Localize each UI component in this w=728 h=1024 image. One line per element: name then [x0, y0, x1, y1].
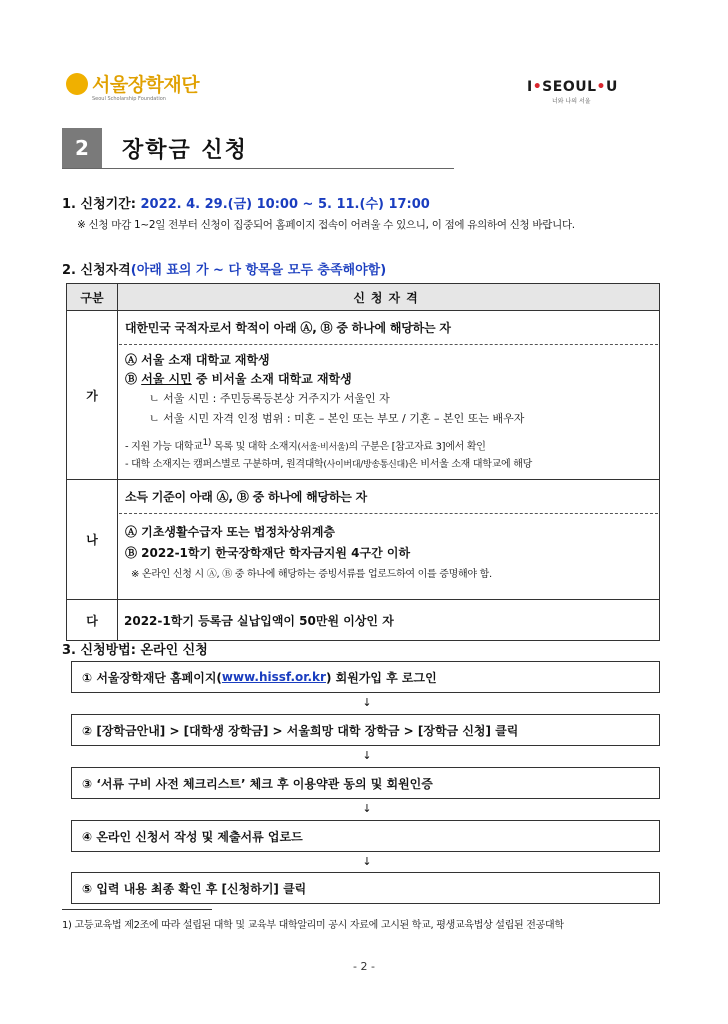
iseoulu-logo — [527, 79, 618, 95]
criteria-detail-na — [119, 514, 658, 598]
step-5-box — [71, 872, 660, 904]
page-number: - 2 - — [353, 960, 375, 973]
criterion-ga-b — [125, 370, 652, 389]
iseoulu-logo-dot: • — [532, 79, 543, 95]
criteria-detail-ga — [119, 345, 658, 478]
period-note: ※ 신청 마감 1~2일 전부터 신청이 집중되어 홈페이지 접속이 어려울 수 있으니, 이 점에 유의하여 신청 바랍니다. — [77, 219, 575, 231]
step-1-box — [71, 661, 660, 693]
header-category: 구분 — [67, 284, 118, 311]
qualification-highlight: (아래 표의 가 ~ 다 항목을 모두 충족해야함) — [130, 263, 387, 278]
step-2-box — [71, 714, 660, 746]
footnote-ref: 1) — [202, 438, 212, 448]
note2-part-a: - 대학 소재지는 캠퍼스별로 구분하며, 원격대학 — [125, 459, 324, 471]
table-header-row — [67, 284, 660, 311]
step-arrow-4: ↓ — [362, 855, 372, 868]
criterion-ga-b-prefix: Ⓑ — [125, 372, 142, 386]
period-heading — [62, 193, 430, 212]
criterion-ga: 대한민국 국적자로서 학적이 아래 Ⓐ, Ⓑ 중 하나에 해당하는 자 — [119, 312, 658, 345]
iseoulu-logo-seoul: SEOUL — [542, 79, 597, 95]
note1-part-b: 목록 및 대학 소재지 — [211, 441, 298, 453]
criteria-cell-ga — [118, 311, 660, 480]
note1-part-c: 의 구분은 [참고자료 3]에서 확인 — [348, 441, 486, 453]
header-criteria: 신청자격 — [118, 284, 660, 311]
step-arrow-2: ↓ — [362, 749, 372, 762]
step-3-box — [71, 767, 660, 799]
criterion-ga-b-rest: 중 비서울 소재 대학교 재학생 — [191, 372, 352, 386]
criterion-ga-note1 — [125, 435, 652, 456]
note2-part-b: 은 비서울 소재 대학교에 해당 — [408, 459, 532, 471]
step-2-text: ② [장학금안내] > [대학생 장학금] > 서울희망 대학 장학금 > [장학금 신청] 클릭 — [82, 723, 519, 738]
qualification-heading — [62, 259, 386, 278]
step-4-box — [71, 820, 660, 852]
foundation-logo-text: 서울장학재단 — [92, 74, 200, 96]
section-title: 장학금 신청 — [122, 138, 248, 163]
period-label: 1. 신청기간: — [62, 197, 136, 212]
iseoulu-logo-dot-2: • — [596, 79, 606, 95]
foundation-logo-icon — [66, 73, 88, 95]
iseoulu-logo-subtitle: 너와 나의 서울 — [552, 98, 591, 105]
table-row-na — [67, 480, 660, 600]
criterion-na-a: Ⓐ 기초생활수급자 또는 법정차상위계층 — [125, 525, 336, 540]
method-heading: 3. 신청방법: 온라인 신청 — [62, 643, 208, 658]
criterion-ga-b-underlined: 서울 시민 — [141, 372, 192, 386]
iseoulu-logo-i: I — [527, 79, 533, 95]
category-ga: 가 — [67, 311, 118, 480]
criteria-cell-na — [118, 480, 660, 600]
period-value: 2022. 4. 29.(금) 10:00 ~ 5. 11.(수) 17:00 — [140, 197, 430, 212]
criterion-ga-note2 — [125, 456, 652, 474]
criterion-na: 소득 기준이 아래 Ⓐ, Ⓑ 중 하나에 해당하는 자 — [119, 481, 658, 514]
step-1-text-post: ) 회원가입 후 로그인 — [325, 670, 437, 685]
step-3-text: ③ ‘서류 구비 사전 체크리스트’ 체크 후 이용약관 동의 및 회원인증 — [82, 776, 433, 791]
homepage-link[interactable]: www.hissf.or.kr — [221, 670, 326, 684]
step-5-text: ⑤ 입력 내용 최종 확인 후 [신청하기] 클릭 — [82, 881, 307, 896]
category-na: 나 — [67, 480, 118, 600]
footnote-text: 1) 고등교육법 제2조에 따라 설립된 대학 및 교육부 대학알리미 공시 자료에 고시된 학교, 평생교육법상 설립된 전공대학 — [62, 920, 564, 931]
criterion-na-note: ※ 온라인 신청 시 Ⓐ, Ⓑ 중 하나에 해당하는 증빙서류를 업로드하여 이를 증명해야 함. — [131, 569, 492, 581]
section-underline — [62, 168, 454, 169]
criterion-ga-sub2: ㄴ 서울 시민 자격 인정 범위 : 미혼 – 본인 또는 부모 / 기혼 – 본인 또는 배우자 — [149, 412, 525, 425]
qualification-label: 2. 신청자격 — [62, 263, 131, 278]
note1-part-a: - 지원 가능 대학교 — [125, 441, 203, 453]
criterion-ga-sub1: ㄴ 서울 시민 : 주민등록등본상 거주지가 서울인 자 — [149, 392, 390, 405]
step-4-text: ④ 온라인 신청서 작성 및 제출서류 업로드 — [82, 829, 303, 844]
iseoulu-logo-u: U — [605, 79, 618, 95]
table-row-ga — [67, 311, 660, 480]
criterion-na-b: Ⓑ 2022-1학기 한국장학재단 학자금지원 4구간 이하 — [125, 546, 411, 561]
criterion-da: 2022-1학기 등록금 실납입액이 50만원 이상인 자 — [118, 600, 660, 641]
note1-part-small: (서울·비서울) — [297, 442, 349, 453]
criterion-ga-a: Ⓐ 서울 소재 대학교 재학생 — [125, 353, 270, 367]
table-row-da — [67, 600, 660, 641]
category-da: 다 — [67, 600, 118, 641]
note2-part-small: (사이버대/방송통신대) — [323, 460, 409, 471]
qualification-table — [66, 283, 660, 641]
step-1-text: ① 서울장학재단 홈페이지( — [82, 670, 222, 685]
step-arrow-1: ↓ — [362, 696, 372, 709]
step-arrow-3: ↓ — [362, 802, 372, 815]
foundation-logo-subtitle: Seoul Scholarship Foundation — [92, 96, 166, 102]
section-number-badge: 2 — [62, 128, 102, 168]
footnote-divider — [62, 909, 212, 910]
